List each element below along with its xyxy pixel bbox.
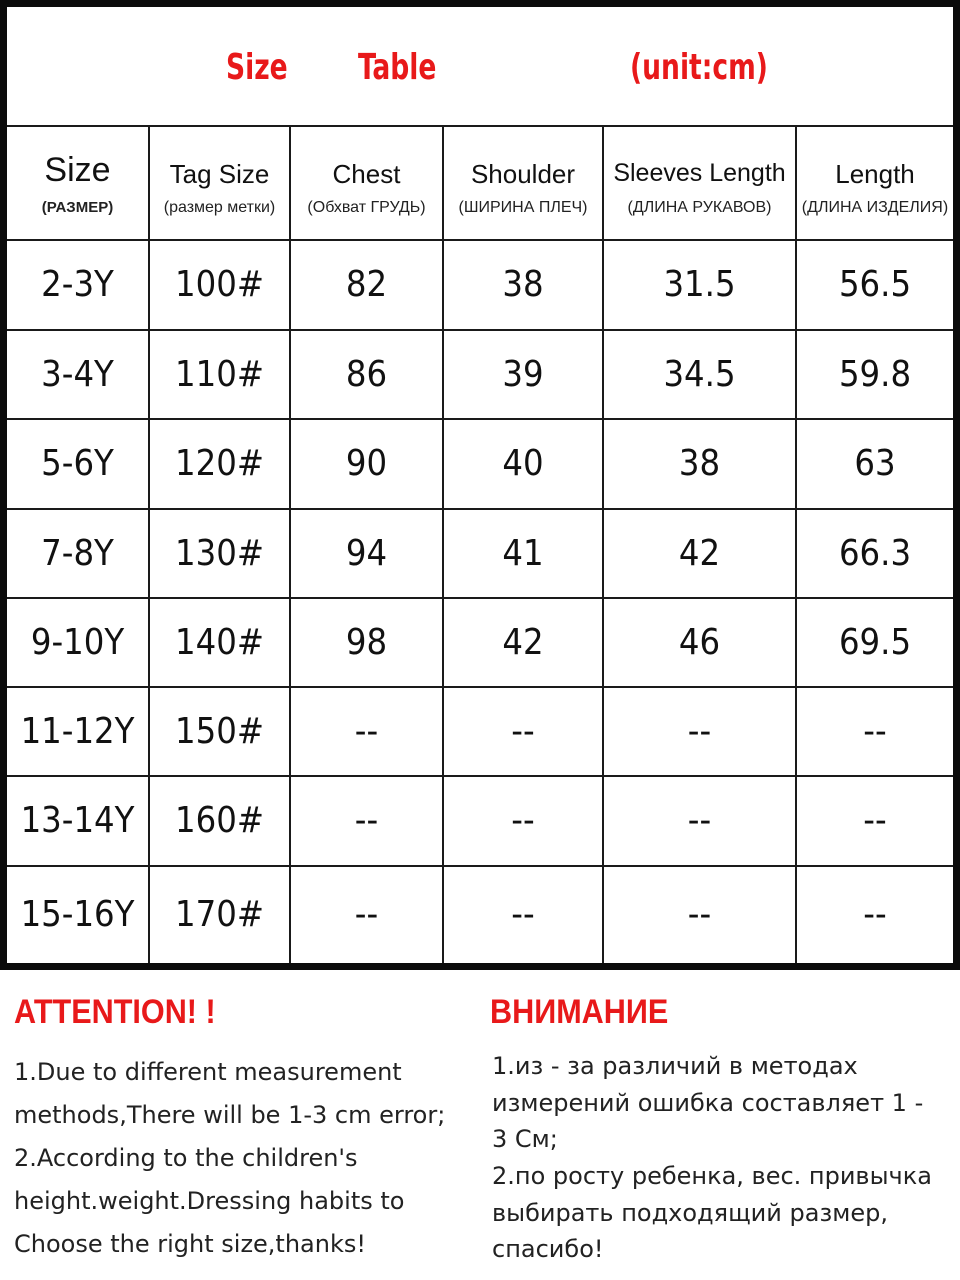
note-line-en: 1.Due to different measurement	[14, 1058, 402, 1086]
title-word-table: Table	[358, 47, 437, 88]
sleeves-length-cell: 34.5	[663, 354, 736, 395]
note-line-ru: 1.из - за различий в методах	[492, 1052, 858, 1080]
shoulder-cell: 39	[502, 354, 544, 395]
tag-size-cell: 120#	[175, 443, 264, 484]
length-cell: 66.3	[838, 533, 912, 574]
attention-heading-ru: ВНИМАНИЕ	[490, 993, 669, 1031]
note-line-ru: 2.по росту ребенка, вес. привычка	[492, 1162, 932, 1190]
size-cell: 11-12Y	[20, 711, 135, 752]
tag-size-cell: 110#	[175, 354, 264, 395]
sleeves-length-cell: --	[687, 894, 712, 935]
header-length	[797, 129, 953, 239]
header-sublabel: (ШИРИНА ПЛЕЧ)	[458, 199, 588, 216]
tag-size-cell: 100#	[175, 264, 264, 305]
size-cell: 9-10Y	[30, 622, 125, 663]
header-shoulder	[444, 129, 602, 239]
header-label: Chest	[332, 159, 401, 189]
header-label: Length	[835, 159, 915, 189]
header-sublabel: (Обхват ГРУДЬ)	[307, 199, 426, 216]
size-cell: 2-3Y	[41, 264, 114, 305]
length-cell: --	[863, 711, 887, 752]
tag-size-cell: 160#	[175, 800, 264, 841]
chest-cell: --	[354, 894, 379, 935]
note-line-ru: 3 См;	[492, 1125, 558, 1153]
header-label: Size	[44, 151, 111, 189]
chest-cell: 82	[345, 264, 388, 305]
title-unit: (unit:cm)	[630, 47, 768, 88]
tag-size-cell: 140#	[175, 622, 264, 663]
header-sublabel: (размер метки)	[163, 199, 276, 216]
length-cell: 56.5	[838, 264, 912, 305]
size-cell: 7-8Y	[41, 533, 114, 574]
tag-size-cell: 170#	[175, 894, 264, 935]
shoulder-cell: 41	[502, 533, 544, 574]
header-sublabel: (РАЗМЕР)	[41, 199, 114, 216]
note-line-en: Choose the right size,thanks!	[14, 1230, 366, 1258]
note-line-en: height.weight.Dressing habits to	[14, 1187, 405, 1215]
sleeves-length-cell: 38	[678, 443, 721, 484]
chest-cell: --	[354, 711, 379, 752]
sleeves-length-cell: 31.5	[663, 264, 736, 305]
length-cell: --	[863, 894, 887, 935]
shoulder-cell: 38	[502, 264, 544, 305]
sleeves-length-cell: --	[687, 711, 712, 752]
note-line-ru: выбирать подходящий размер,	[492, 1199, 888, 1227]
shoulder-cell: --	[511, 711, 535, 752]
shoulder-cell: --	[511, 800, 535, 841]
size-cell: 13-14Y	[20, 800, 135, 841]
note-line-en: 2.According to the children's	[14, 1144, 358, 1172]
header-label: Sleeves Length	[613, 159, 786, 187]
length-cell: 59.8	[838, 354, 912, 395]
header-sublabel: (ДЛИНА РУКАВОВ)	[627, 199, 772, 216]
chest-cell: 86	[345, 354, 388, 395]
header-label: Tag Size	[169, 159, 270, 189]
chest-cell: 94	[345, 533, 388, 574]
header-tag-size	[150, 129, 289, 239]
note-line-ru: спасибо!	[492, 1235, 604, 1263]
size-cell: 15-16Y	[20, 894, 135, 935]
size-cell: 3-4Y	[41, 354, 114, 395]
shoulder-cell: --	[511, 894, 535, 935]
sleeves-length-cell: --	[687, 800, 712, 841]
tag-size-cell: 130#	[175, 533, 264, 574]
size-table-title	[7, 7, 953, 125]
sleeves-length-cell: 46	[678, 622, 721, 663]
attention-heading-en: ATTENTION! !	[14, 993, 216, 1031]
note-line-ru: измерений ошибка составляет 1 -	[492, 1089, 924, 1117]
chest-cell: 98	[345, 622, 388, 663]
note-line-en: methods,There will be 1-3 cm error;	[14, 1101, 446, 1129]
size-cell: 5-6Y	[41, 443, 114, 484]
header-size	[7, 129, 148, 239]
shoulder-cell: 42	[502, 622, 544, 663]
length-cell: 63	[854, 443, 896, 484]
shoulder-cell: 40	[502, 443, 544, 484]
header-label: Shoulder	[470, 159, 576, 189]
header-sleeves-length	[604, 129, 795, 239]
chest-cell: --	[354, 800, 379, 841]
header-sublabel: (ДЛИНА ИЗДЕЛИЯ)	[801, 199, 949, 216]
length-cell: 69.5	[838, 622, 912, 663]
header-chest	[291, 129, 442, 239]
length-cell: --	[863, 800, 887, 841]
chest-cell: 90	[345, 443, 388, 484]
sleeves-length-cell: 42	[678, 533, 721, 574]
title-word-size: Size	[226, 47, 288, 88]
tag-size-cell: 150#	[175, 711, 264, 752]
